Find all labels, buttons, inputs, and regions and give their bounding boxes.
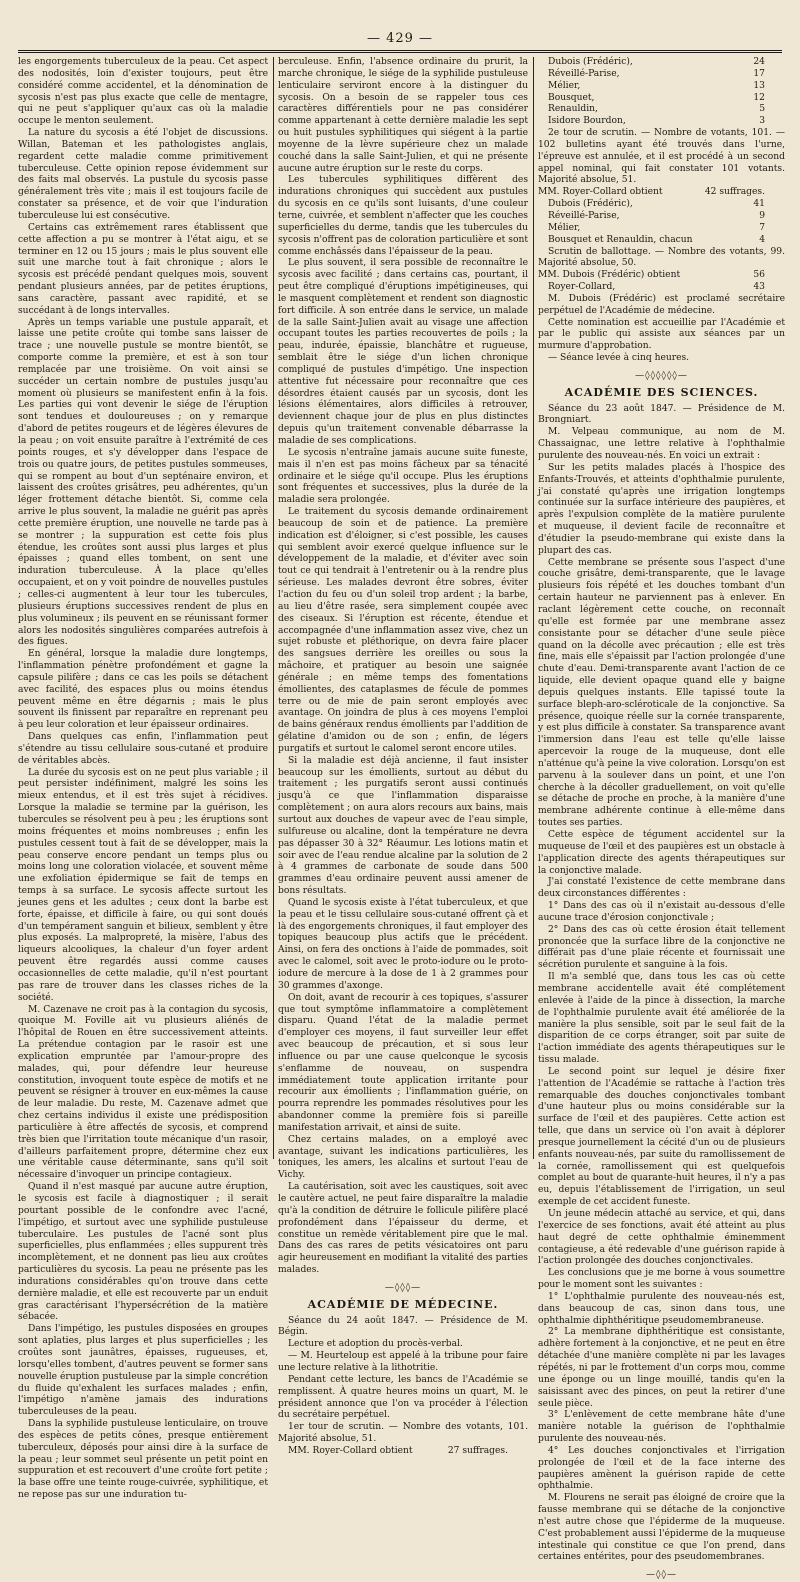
paragraph: Le sycosis n'entraîne jamais aucune suite funeste, mais il n'en est pas moins fâcheux par sa ténacité ordinaire et le siége qu'il occupe. Plus les éruptions sont fréquentes et successives, plus la durée de la maladie sera prolongée.	[278, 447, 528, 506]
paragraph: 2° La membrane diphthéritique est consistante, adhère fortement à la conjonctive, et ne peut en être détachée d'une manière complète ni par les lavages répétés, ni par le frottement d'un corps mou, comme une éponge ou un linge mouillé, tandis qu'en la saisissant avec des pinces, on peut la retirer d'une seule pièce.	[538, 1327, 785, 1409]
paragraph: 4° Les douches conjonctivales et l'irrigation prolongée de l'œil et de la face interne des paupières amènent la guérison rapide de cette ophthalmie.	[538, 1445, 785, 1492]
section-ornament: —◊◊◊—	[384, 1282, 422, 1293]
section-ornament: —◊◊—	[646, 1570, 677, 1581]
vote-count: 7	[759, 222, 765, 233]
vote-count: 24	[753, 57, 765, 67]
section-heading-academie-sciences: ACADÉMIE DES SCIENCES.	[564, 385, 759, 399]
column-2	[278, 57, 528, 1456]
vote-count: 56	[753, 270, 765, 281]
paragraph: Il m'a semblé que, dans tous les cas où cette membrane accidentelle avait été complétement enlevée à l'aide de la pince à dissection, la marche de l'ophthalmie purulente avait été améliorée de la manière la plus sensible, soit par le seul fait de la disparition de ce corps étranger, soit par suite de l'action immédiate des agents thérapeutiques sur le tissu malade.	[538, 972, 785, 1066]
paragraph: Scrutin de ballottage. — Nombre des votants, 99. Majorité absolue, 50.	[538, 246, 785, 269]
paragraph: Quand il n'est masqué par aucune autre éruption, le sycosis est facile à diagnostiquer ; il serait pourtant possible de le confondre avec l'acné, l'impétigo, et surtout avec une syphilide pustuleuse tuberculaire. Les pustules de l'acné sont plus superficielles, plus enflammées ; elles suppurent très incomplètement, et ne donnent pas lieu aux croûtes particulières du sycosis. La peau ne présente pas les indurations considérables qu'on trouve dans cette dernière maladie, et elle est recouverte par un enduit gras caractérisant l'hypersécrétion de la matière sébacée.	[18, 1182, 268, 1323]
paragraph: M. Dubois (Frédéric) est proclamé secrétaire perpétuel de l'Académie de médecine.	[538, 293, 785, 316]
vote-name: Bousquet et Renauldin, chacun	[548, 234, 693, 245]
vote-name: Réveillé-Parise,	[548, 210, 620, 221]
paragraph: M. Cazenave ne croit pas à la contagion du sycosis, quoique M. Foville ait vu plusieurs aliénés de l'hôpital de Rouen en être successivement atteints. La prétendue contagion par le rasoir est une explication empruntée par l'amour-propre des malades, qui, pour défendre leur heureuse constitution, invoquent toute espèce de motifs et ne peuvent se résigner à trouver en eux-mêmes la cause de leur maladie. Du reste, M. Cazenave admet que chez certains individus il existe une prédisposition particulière à être affectés de sycosis, et comprend très bien que l'irritation toute mécanique d'un rasoir, d'ailleurs parfaitement propre, détermine chez eux une véritable cause déterminante, sans qu'il soit nécessaire d'invoquer un principe contagieux.	[18, 1004, 268, 1181]
vote-row	[538, 116, 785, 128]
vote-row	[538, 270, 785, 282]
paragraph: Lecture et adoption du procès-verbal.	[288, 1339, 463, 1350]
vote-name: Renauldin,	[548, 104, 598, 115]
paragraph: Après un temps variable une pustule apparaît, et laisse une petite croûte qui tombe sans laisser de trace ; une nouvelle pustule se montre bientôt, se comporte comme la première, et est à son tour remplacée par une troisième. On voit ainsi se succéder un certain nombre de pustules jusqu'au moment où plusieurs se manifestent enfin à la fois. Les parties qui vont devenir le siége de l'éruption sont tendues et douloureuses ; on y remarque d'abord de petites rougeurs et de légères élevures de la peau ; on voit ensuite paraître à l'extrémité de ces points rouges, et s'y développer dans l'espace de trois ou quatre jours, de petites pustules sommeuses, qui se rompent au bout d'un septénaire environ, et laissent des croûtes grisâtres, peu adhérentes, qu'un léger frottement détache bientôt. Si, comme cela arrive le plus souvent, la maladie ne guérit pas après cette première éruption, une nouvelle ne tarde pas à se montrer ; la suppuration est cette fois plus étendue, les croûtes sont aussi plus larges et plus épaisses ; quand elles tombent, on sent une induration tuberculeuse. À la place qu'elles occupaient, et on y voit poindre de nouvelles pustules ; celles-ci augmentent à leur tour les tubercules, plusieurs éruptions successives rendent de plus en plus volumineux ; ils peuvent en se réunissant former alors les nodosités singulières comparées autrefois à des figues.	[18, 317, 268, 648]
paragraph: En général, lorsque la maladie dure longtemps, l'inflammation pénètre profondément et gagne la capsule pilifère ; dans ce cas les poils se détachent avec facilité, des espaces plus ou moins étendus peuvent même en être dégarnis ; mais le plus souvent ils finissent par reparaître en reprenant peu à peu leur coloration et leur épaisseur ordinaires.	[18, 649, 268, 731]
vote-name: Bousquet,	[548, 92, 595, 103]
paragraph: Les conclusions que je me borne à vous soumettre pour le moment sont les suivantes :	[538, 1268, 785, 1291]
vote-row	[538, 57, 785, 69]
column-divider	[533, 57, 534, 1159]
header-rule	[18, 50, 782, 53]
vote-count: 12	[753, 92, 765, 103]
paragraph: La cautérisation, soit avec les caustiques, soit avec le cautère actuel, ne peut faire disparaître la maladie qu'à la condition de détruire le follicule pilifère placé profondément dans l'épaisseur du derme, et constitue un remède véritablement pire que le mal. Dans des cas rares de petits vésicatoires ont paru agir heureusement en modifiant la vitalité des parties malades.	[278, 1182, 528, 1276]
paragraph: 2° Dans des cas où cette érosion était tellement prononcée que la surface libre de la conjonctive ne différait pas d'une plaie récente et fournissait une sécrétion purulente et sanguine à la fois.	[538, 924, 785, 971]
paragraph: Si la maladie est déjà ancienne, il faut insister beaucoup sur les émollients, surtout au début du traitement ; les purgatifs seront aussi continués jusqu'à ce que l'inflammation disparaisse complètement ; on aura alors recours aux bains, mais surtout aux douches de vapeur avec de l'eau simple, sulfureuse ou alcaline, dont la température ne devra pas dépasser 30 à 32° Réaumur. Les lotions matin et soir avec de l'eau rendue alcaline par la solution de 2 à 4 grammes de carbonate de soude dans 500 grammes d'eau ordinaire peuvent aussi amener de bons résultats.	[278, 755, 528, 897]
vote-name: Dubois (Frédéric),	[548, 57, 633, 67]
vote-row	[538, 282, 785, 294]
paragraph: 1° Dans des cas où il n'existait au-dessous d'elle aucune trace d'érosion conjonctivale ;	[538, 901, 785, 923]
paragraph: les engorgements tuberculeux de la peau. Cet aspect des nodosités, loin d'exister toujours, peut être considéré comme accidentel, et la dénomination de sycosis n'est pas plus exacte que celle de mentagre, qui ne peut s'appliquer qu'aux cas où la maladie occupe le menton seulement.	[18, 57, 268, 127]
paragraph: Dans l'impétigo, les pustules disposées en groupes sont aplaties, plus larges et plus superficielles ; les croûtes sont jaunâtres, épaisses, rugueuses, et, lorsqu'elles tombent, d'autres peuvent se former sans nouvelle éruption pustuleuse par la simple concrétion du fluide qu'exhalent les surfaces malades ; enfin, l'impétigo n'amène jamais des indurations tuberculeuses de la peau.	[18, 1324, 268, 1418]
paragraph: Cette membrane se présente sous l'aspect d'une couche grisâtre, demi-transparente, que le lavage plusieurs fois répété et les douches tombant d'un certain hauteur ne parviennent pas à enlever. En raclant légèrement cette couche, on reconnaît qu'elle est formée par une membrane assez consistante pour se détacher d'une seule pièce quand on la décolle avec précaution ; elle est très fine, mais elle s'épaissit par l'action prolongée d'une chute d'eau. Demi-transparente avant l'action de ce liquide, elle devient opaque quand elle y baigne depuis quelques instants. Elle tapissé toute la surface bleph-aro-scléroticale de la conjonctive. Sa présence, quoique réelle sur la cornée transparente, y est plus difficile à constater. Sa transparence avant l'immersion dans l'eau est telle qu'elle laisse apercevoir la rouge de la muqueuse, dont elle n'atténue qu'à peine la vive coloration. Lorsqu'on est parvenu à la soulever dans un point, et une l'on cherche à la décoller graduellement, on voit qu'elle se détache de proche en proche, à la manière d'une membrane adhérente continue à elle-même dans toutes ses parties.	[538, 557, 785, 829]
paragraph: Le plus souvent, il sera possible de reconnaître le sycosis avec facilité ; dans certains cas, pourtant, il peut être compliqué d'éruptions impétigineuses, qui le masquent complètement et rendent son diagnostic fort difficile. À son entrée dans le service, un malade de la salle Saint-Julien avait au visage une affection occupant toutes les parties recouvertes de poils ; la peau, indurée, épaissie, blanchâtre et rugueuse, semblait être le siége d'un lichen chronique compliqué de pustules d'impétigo. Une inspection attentive fut nécessaire pour reconnaître que ces désordres étaient causés par un sycosis, dont les lésions élémentaires, alors difficiles à retrouver, deviennent chaque jour de plus en plus distinctes depuis qu'un traitement convenable débarrasse la maladie de ses complications.	[278, 258, 528, 446]
vote-row	[538, 187, 785, 199]
vote-name: Dubois (Frédéric),	[548, 199, 633, 210]
vote-name: Mélier,	[548, 80, 581, 91]
vote-name: Isidore Bourdon,	[548, 116, 626, 127]
paragraph: 1° L'ophthalmie purulente des nouveau-nés est, dans beaucoup de cas, sinon dans tous, une ophthalmie diphthéritique pseudomembraneuse.	[538, 1291, 785, 1326]
paragraph: Certains cas extrêmement rares établissent que cette affection a pu se montrer à l'état aigu, et se terminer en 12 ou 15 jours ; mais le plus souvent elle suit une marche tout à fait chronique ; alors le sycosis est précédé pendant quelques mois, souvent pendant plusieurs années, par de petites éruptions, sans caractère, passant avec rapidité, et se succédant à de longs intervalles.	[18, 222, 268, 316]
paragraph: Pendant cette lecture, les bancs de l'Académie se remplissent. À quatre heures moins un quart, M. le président annonce que l'on va procéder à l'élection du secrétaire perpétuel.	[278, 1374, 528, 1421]
paragraph: J'ai constaté l'existence de cette membrane dans deux circonstances différentes :	[538, 877, 785, 900]
vote-name: Royer-Collard,	[548, 282, 616, 293]
paragraph: 3° L'enlèvement de cette membrane hâte d'une manière notable la guérison de l'ophthalmie purulente des nouveau-nés.	[538, 1410, 785, 1445]
paragraph: La durée du sycosis est on ne peut plus variable ; il peut persister indéfiniment, malgré les soins les mieux entendus, et il est très sujet à récidives. Lorsque la maladie se termine par la guérison, les tubercules se résolvent peu à peu ; les éruptions sont moins fréquentes et moins nombreuses ; enfin les pustules cessent tout à fait de se développer, mais la peau conserve encore pendant un temps plus ou moins long une coloration violacée, et souvent même une exfoliation épidermique se fait de temps en temps à sa surface. Le sycosis affecte surtout les jeunes gens et les adultes ; ceux dont la barbe est forte, épaisse, et difficile à faire, ou qui sont doués d'un tempérament sanguin et bilieux, semblent y être plus exposés. La malpropreté, la misère, l'abus des liqueurs alcooliques, la chaleur d'un foyer ardent peuvent être regardés aussi comme causes occasionnelles de cette maladie, qu'il n'est pourtant pas rare de trouver dans les classes riches de la société.	[18, 767, 268, 1003]
page-number: — 429 —	[366, 31, 434, 46]
seance-line: Séance du 23 août 1847. — Présidence de M. Brongniart.	[538, 403, 785, 426]
vote-count: 27 suffrages.	[447, 1445, 508, 1456]
paragraph: On doit, avant de recourir à ces topiques, s'assurer que tout symptôme inflammatoire a complètement disparu. Quand l'état de la maladie permet d'employer ces moyens, il faut surveiller leur effet avec beaucoup de précaution, et si sous leur influence ou par une cause quelconque le sycosis s'enflamme de nouveau, on suspendra immédiatement toute application irritante pour recourir aux émollients ; l'inflammation guérie, on pourra reprendre les pommades résolutives pour les abandonner comme la première fois si pareille manifestation arrivait, et ainsi de suite.	[278, 992, 528, 1133]
column-1	[18, 57, 268, 1501]
vote-count: 43	[753, 282, 765, 293]
vote-row	[538, 104, 785, 116]
vote-row	[538, 211, 785, 223]
vote-row	[538, 69, 785, 81]
paragraph: Un jeune médecin attaché au service, et qui, dans l'exercice de ses fonctions, avait été atteint au plus haut degré de cette ophthalmie éminemment contagieuse, a été redevable d'une guérison rapide à l'action prolongée des douches conjonctivales.	[538, 1209, 785, 1267]
vote-row	[538, 199, 785, 211]
paragraph: 1er tour de scrutin. — Nombre des votants, 101. Majorité absolue, 51.	[278, 1422, 528, 1445]
paragraph: Chez certains malades, on a employé avec avantage, suivant les indications particulières, les toniques, les amers, les alcalins et surtout l'eau de Vichy.	[278, 1134, 528, 1181]
paragraph: — M. Heurteloup est appelé à la tribune pour faire une lecture relative à la lithotritie.	[278, 1351, 528, 1373]
vote-row	[538, 93, 785, 105]
paragraph: Sur les petits malades placés à l'hospice des Enfants-Trouvés, et atteints d'ophthalmie purulente, j'ai constaté qu'après une irrigation longtemps continuée sur la surface intérieure des paupières, et après l'expulsion complète de la matière purulente et muqueuse, il devient facile de reconnaître et d'étudier la pseudo-membrane qui existe dans la plupart des cas.	[538, 462, 785, 556]
vote-count: 4	[759, 234, 765, 245]
paragraph: 2e tour de scrutin. — Nombre de votants, 101. — 102 bulletins ayant été trouvés dans l'urne, l'épreuve est annulée, et il est procédé à un second appel nominal, qui fait constater 101 votants. Majorité absolue, 51.	[538, 128, 785, 186]
section-heading-academie-medecine: ACADÉMIE DE MÉDECINE.	[307, 1297, 499, 1311]
column-3	[538, 57, 785, 1581]
vote-count: 13	[753, 80, 765, 91]
vote-count: 9	[759, 210, 765, 221]
paragraph: Les tubercules syphilitiques diffèrent des indurations chroniques qui succèdent aux pustules du sycosis en ce qu'ils sont luisants, d'une couleur terne, cuivrée, et semblent n'affecter que les couches superficielles du derme, tandis que les tubercules du sycosis n'offrent pas de coloration particulière et sont comme enchâssés dans l'épaisseur de la peau.	[278, 175, 528, 257]
seance-line: Séance du 24 août 1847. — Présidence de M. Bégin.	[278, 1315, 528, 1338]
paragraph: Cette espèce de tégument accidentel sur la muqueuse de l'œil et des paupières est un obstacle à l'application directe des agents thérapeutiques sur la conjonctive malade.	[538, 830, 785, 876]
vote-name: MM. Dubois (Frédéric) obtient	[538, 270, 681, 281]
paragraph: M. Velpeau communique, au nom de M. Chassaignac, une lettre relative à l'ophthalmie purulente des nouveau-nés. En voici un extrait :	[538, 427, 785, 461]
vote-name: MM. Royer-Collard obtient	[538, 187, 663, 198]
paragraph: Cette nomination est accueillie par l'Académie et par le public qui assiste aux séances par un murmure d'approbation.	[538, 317, 785, 352]
vote-count: 17	[753, 68, 765, 79]
vote-row	[538, 81, 785, 93]
paragraph: — Séance levée à cinq heures.	[548, 353, 690, 364]
paragraph: berculeuse. Enfin, l'absence ordinaire du prurit, la marche chronique, le siége de la syphilide pustuleuse lenticulaire serviront encore à la distinguer du sycosis. On a besoin de se rappeler tous ces caractères différentiels pour ne pas considérer comme appartenant à cette dernière maladie les sept ou huit pustules syphilitiques qui siégent à la partie moyenne de la lèvre supérieure chez un malade couché dans la salle Saint-Julien, et qui ne présente aucune autre éruption sur le reste du corps.	[278, 57, 528, 174]
vote-count: 3	[759, 116, 765, 127]
paragraph: Le traitement du sycosis demande ordinairement beaucoup de soin et de patience. La première indication est d'éloigner, si c'est possible, les causes qui semblent avoir exercé quelque influence sur le développement de la maladie, et d'éviter avec soin tout ce qui tendrait à l'entretenir ou à la rendre plus sérieuse. Les malades devront être sobres, éviter l'action du feu ou d'un soleil trop ardent ; la barbe, au lieu d'être rasée, sera simplement coupée avec des ciseaux. Si l'éruption est récente, étendue et accompagnée d'une inflammation assez vive, chez un sujet robuste et pléthorique, on devra faire placer des sangsues derrière les oreilles ou sous la mâchoire, et pratiquer au besoin une saignée générale ; en même temps des fomentations émollientes, des cataplasmes de fécule de pommes terre ou de mie de pain seront employés avec avantage. On joindra de plus à ces moyens l'emploi de bains généraux rendus émollients par l'addition de gélatine d'amidon ou de son ; enfin, de légers purgatifs et surtout le calomel seront encore utiles.	[278, 507, 528, 754]
vote-name: Réveillé-Parise,	[548, 68, 620, 79]
vote-count: 41	[753, 199, 765, 210]
column-divider	[273, 57, 274, 1159]
paragraph: Le second point sur lequel je désire fixer l'attention de l'Académie se rattache à l'action très remarquable des douches conjonctivales tombant d'une hauteur plus ou moins considérable sur la surface de l'œil et des paupières. Cette action est telle, que dans un service où l'on avait à déplorer presque journellement la cécité d'un ou de plusieurs enfants nouveau-nés, par suite du ramollissement de la cornée, ramollissement qui est quelquefois complet au bout de quarante-huit heures, il n'y a pas eu, depuis l'établissement de l'irrigation, un seul exemple de cet accident funeste.	[538, 1066, 785, 1208]
vote-row	[278, 1446, 528, 1458]
vote-count: 5	[759, 104, 765, 115]
paragraph: Dans quelques cas enfin, l'inflammation peut s'étendre au tissu cellulaire sous-cutané et produire de véritables abcès.	[18, 732, 268, 766]
paragraph: Dans la syphilide pustuleuse lenticulaire, on trouve des espèces de petits cônes, presque entièrement tuberculeux, déposés pour ainsi dire à la surface de la peau ; leur sommet seul présente un petit point en suppuration et est recouvert d'une croûte fort petite ; la base offre une teinte rouge-cuivrée, syphilitique, et ne repose pas sur une induration tu-	[18, 1419, 268, 1501]
section-ornament: —◊◊◊◊◊◊—	[635, 370, 688, 381]
vote-row	[538, 235, 785, 247]
vote-count: 42 suffrages.	[704, 187, 765, 198]
paragraph: La nature du sycosis a été l'objet de discussions. Willan, Bateman et les pathologistes anglais, regardent cette maladie comme primitivement tuberculeuse. Cette opinion repose évidemment sur des faits mal observés. La pustule du sycosis passe généralement très vite ; mais il est toujours facile de constater sa présence, et de voir que l'induration tuberculeuse lui est consécutive.	[18, 128, 268, 221]
vote-name: Mélier,	[548, 222, 581, 233]
vote-row	[538, 223, 785, 235]
paragraph: Quand le sycosis existe à l'état tuberculeux, et que la peau et le tissu cellulaire sous-cutané offrent çà et là des engorgements chroniques, il faut employer des topiques beaucoup plus actifs que le précédent. Ainsi, on fera des onctions à l'aide de pommades, soit avec le calomel, soit avec le proto-iodure ou le proto-iodure de mercure à la dose de 1 à 2 grammes pour 30 grammes d'axonge.	[278, 897, 528, 991]
vote-name: MM. Royer-Collard obtient	[288, 1445, 413, 1456]
paragraph: M. Flourens ne serait pas éloigné de croire que la fausse membrane qui se détache de la conjonctive n'est autre chose que l'épiderme de la muqueuse. C'est probablement aussi l'épiderme de la muqueuse intestinale qui constitue ce que l'on prend, dans certaines entérites, pour des pseudomembranes.	[538, 1493, 785, 1563]
